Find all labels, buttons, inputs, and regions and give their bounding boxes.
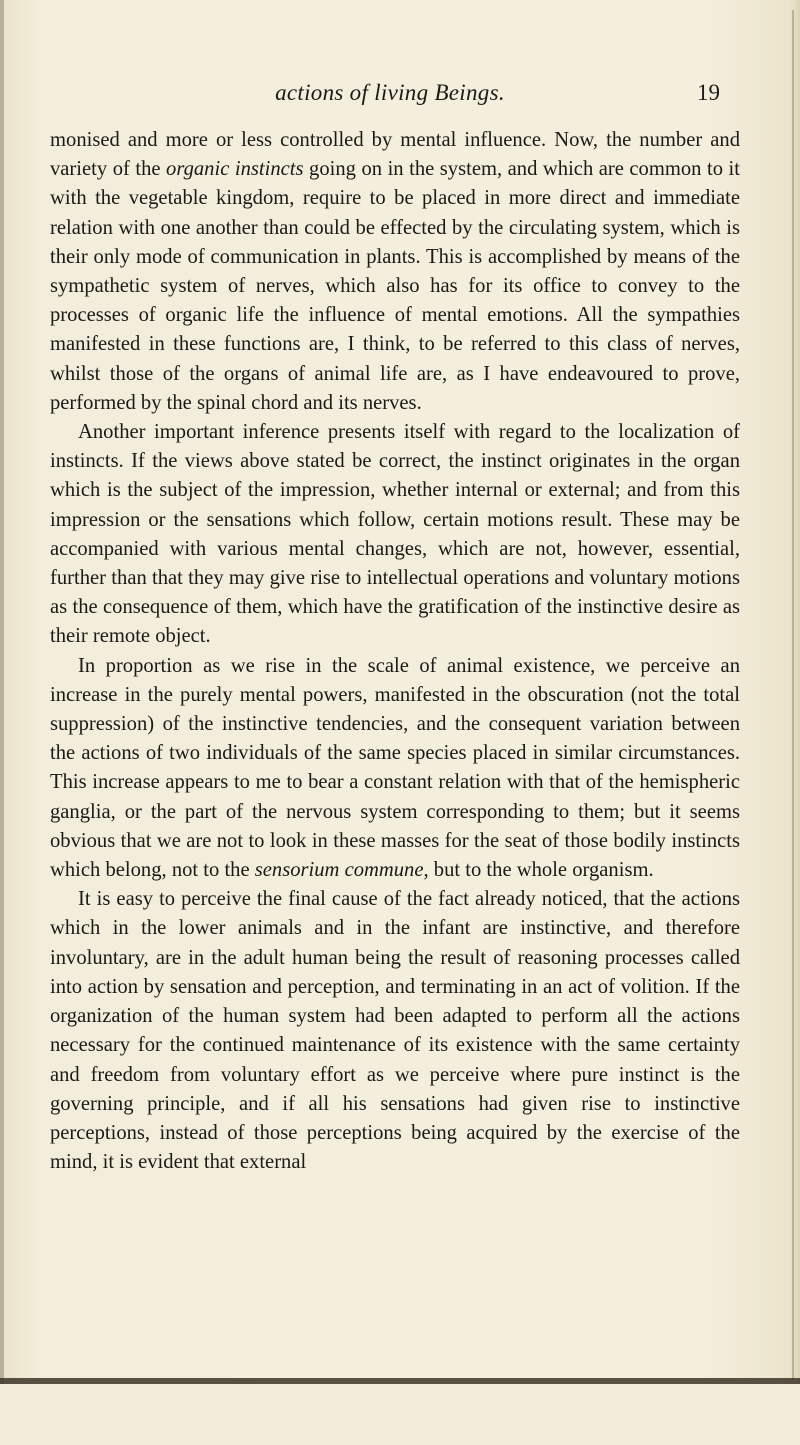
paragraph	[50, 885, 740, 1177]
paragraph-text: In proportion as we rise in the scale of animal existence, we perceive an increase in the purely mental powers, manifested in the obscuration (not the total suppression) of the instinctive tendencies, and the consequent variation between the actions of two individuals of the same species placed in similar circumstances. This increase appears to me to bear a constant relation with that of the hemispheric ganglia, or the part of the nervous system corresponding to them; but it seems obvious that we are not to look in these masses for the seat of those bodily instincts which belong, not to the	[50, 654, 740, 882]
running-title: actions of living Beings.	[275, 80, 505, 105]
emphasis-text: organic instincts	[166, 158, 304, 181]
paragraph	[50, 126, 740, 418]
body-text	[50, 126, 740, 1177]
paragraph-text: monised and more or less controlled by mental influence. Now, the number and variety of the	[50, 129, 740, 181]
page-number: 19	[697, 80, 720, 105]
paragraph	[50, 652, 740, 886]
bottom-margin	[0, 1384, 800, 1445]
paragraph-text: It is easy to perceive the final cause of the fact already noticed, that the actions which in the lower animals and in the infant are instinctive, and therefore involuntary, are in the adult human being the result of reasoning processes called into action by sensation and perception, and terminating in an act of volition. If the organization of the human system had been adapted to perform all the actions necessary for the continued maintenance of its existence with the same certainty and freedom from voluntary effort as we perceive where pure instinct is the governing principle, and if all his sensations had given rise to instinctive perceptions, instead of those perceptions being acquired by the exercise of the mind, it is evident that external	[50, 888, 740, 1174]
page-header	[60, 80, 720, 120]
paragraph-text: , but to the whole organism.	[423, 859, 654, 882]
page-right-edge	[792, 10, 794, 1380]
emphasis-text: sensorium commune	[254, 859, 424, 882]
page-left-edge	[0, 0, 4, 1445]
paragraph-text: Another important inference presents itself with regard to the localization of instincts. If the views above stated be correct, the instinct originates in the organ which is the subject of the impression, whether internal or external; and from this impression or the sensations which follow, certain motions result. These may be accompanied with various mental changes, which are not, however, essential, further than that they may give rise to intellectual operations and voluntary motions as the consequence of them, which have the gratification of the instinctive desire as their remote object.	[50, 421, 740, 648]
paragraph	[50, 418, 740, 652]
paragraph-text: going on in the system, and which are common to it with the vegetable kingdom, require to be placed in more direct and immediate relation with one another than could be effected by the circulating system, which is their only mode of communication in plants. This is accomplished by means of the sympathetic system of nerves, which also has for its office to convey to the processes of organic life the influence of mental emotions. All the sympathies manifested in these functions are, I think, to be referred to this class of nerves, whilst those of the organs of animal life are, as I have endeavoured to prove, performed by the spinal chord and its nerves.	[50, 158, 740, 414]
